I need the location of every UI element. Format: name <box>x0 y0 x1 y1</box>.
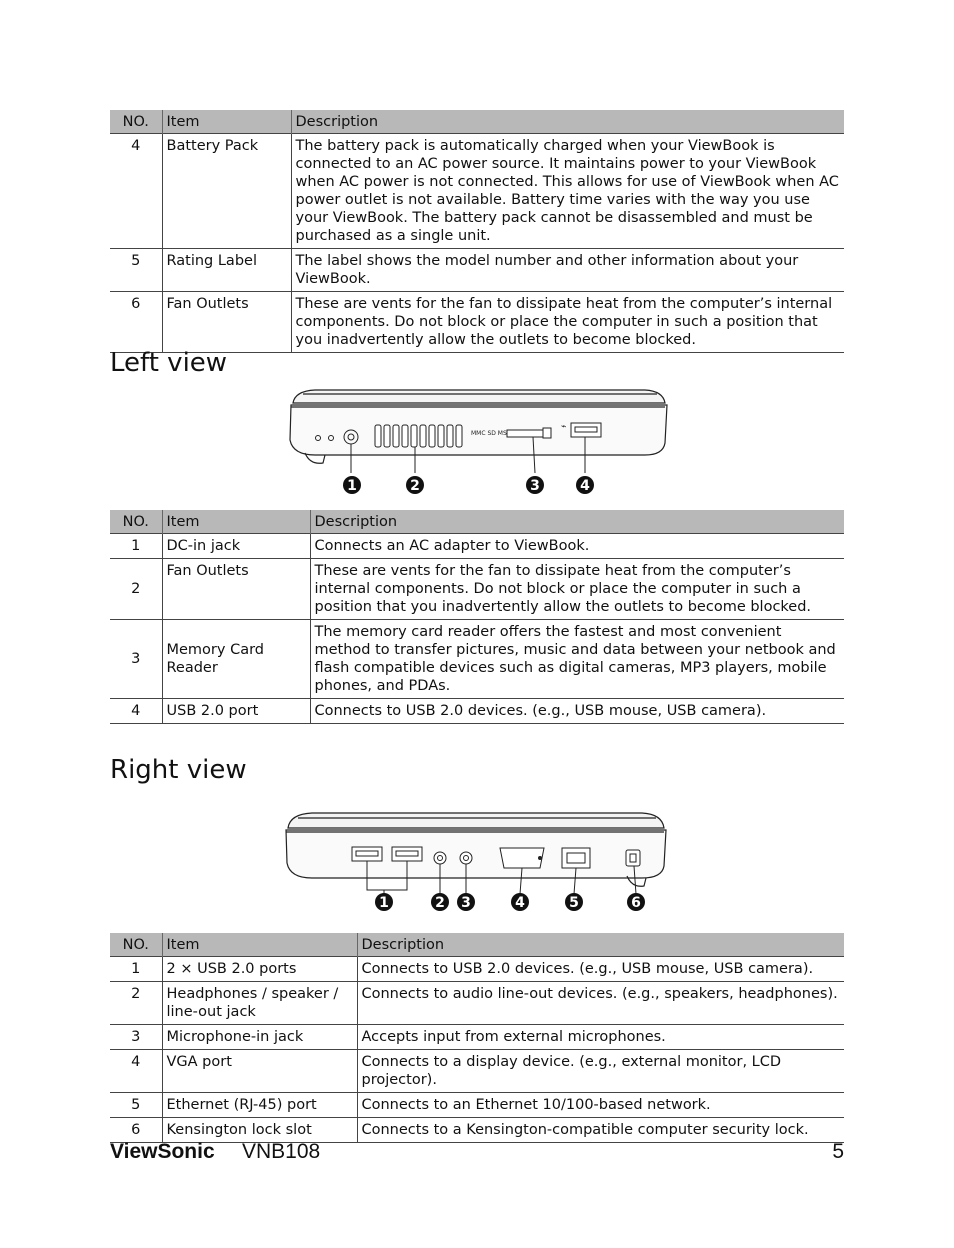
row-no: 4 <box>110 134 162 249</box>
table-row <box>110 1050 844 1093</box>
footer-model: VNB108 <box>242 1140 321 1163</box>
table-row <box>110 982 844 1025</box>
header-no: NO. <box>110 110 162 134</box>
row-no: 6 <box>110 292 162 353</box>
row-no: 5 <box>110 1093 162 1118</box>
callout-2-icon <box>431 893 449 911</box>
table-row <box>110 134 844 249</box>
row-description: The battery pack is automatically charged when your ViewBook is connected to an AC power source. It maintains power to your ViewBook when AC power is not connected. This allows for use of ViewBook when AC power outlet is not available. Battery time varies with the way you use your ViewBook. The battery pack cannot be disassembled and must be purchased as a single unit. <box>291 134 844 249</box>
callout-4-icon <box>511 893 529 911</box>
svg-text:2: 2 <box>435 895 445 911</box>
table-row <box>110 1118 844 1143</box>
row-item: Headphones / speaker / line-out jack <box>162 982 357 1025</box>
table-header-row <box>110 110 844 134</box>
header-no: NO. <box>110 510 162 534</box>
row-item: DC-in jack <box>162 534 310 559</box>
kensington-lock-icon <box>626 850 640 866</box>
row-no: 1 <box>110 534 162 559</box>
card-slot-label: MMC SD MS <box>471 430 507 437</box>
svg-text:⌁: ⌁ <box>561 422 567 432</box>
svg-text:4: 4 <box>580 478 590 494</box>
right-view-illustration <box>282 808 672 916</box>
callout-6-icon <box>627 893 645 911</box>
row-no: 2 <box>110 982 162 1025</box>
svg-text:4: 4 <box>515 895 525 911</box>
row-description: The label shows the model number and other information about your ViewBook. <box>291 249 844 292</box>
vga-port-icon <box>500 848 544 868</box>
row-description: The memory card reader offers the fastest and most convenient method to transfer pictures, music and data between your netbook and flash compatible devices such as digital cameras, MP3 players, mobile phones, and PDAs. <box>310 620 844 699</box>
table-row <box>110 1025 844 1050</box>
callout-2-icon <box>406 476 424 494</box>
callout-3-icon <box>526 476 544 494</box>
header-description: Description <box>310 510 844 534</box>
row-item: Fan Outlets <box>162 559 310 620</box>
row-no: 2 <box>110 559 162 620</box>
svg-text:3: 3 <box>461 895 471 911</box>
table-row <box>110 534 844 559</box>
callout-4-icon <box>576 476 594 494</box>
ethernet-port-icon <box>562 848 590 868</box>
table-row <box>110 620 844 699</box>
row-no: 5 <box>110 249 162 292</box>
header-description: Description <box>357 933 844 957</box>
table-row <box>110 1093 844 1118</box>
row-no: 1 <box>110 957 162 982</box>
row-item: Memory Card Reader <box>162 620 310 699</box>
svg-text:5: 5 <box>569 895 579 911</box>
header-item: Item <box>162 510 310 534</box>
row-description: Accepts input from external microphones. <box>357 1025 844 1050</box>
page-number: 5 <box>832 1140 844 1163</box>
footer-brand: ViewSonic <box>110 1140 215 1163</box>
row-no: 4 <box>110 699 162 724</box>
callout-5-icon <box>565 893 583 911</box>
header-item: Item <box>162 933 357 957</box>
row-item: VGA port <box>162 1050 357 1093</box>
table-row <box>110 957 844 982</box>
table-row <box>110 559 844 620</box>
table-left-view <box>110 510 844 724</box>
svg-text:1: 1 <box>379 895 389 911</box>
laptop-right-side-body <box>286 813 666 886</box>
memory-card-slot-icon <box>507 428 551 438</box>
row-description: Connects to an Ethernet 10/100-based network. <box>357 1093 844 1118</box>
svg-text:1: 1 <box>347 478 357 494</box>
table-header-row <box>110 510 844 534</box>
row-item: Microphone-in jack <box>162 1025 357 1050</box>
row-description: Connects to USB 2.0 devices. (e.g., USB mouse, USB camera). <box>357 957 844 982</box>
table-right-view <box>110 933 844 1143</box>
callout-1-icon <box>343 476 361 494</box>
row-no: 6 <box>110 1118 162 1143</box>
callout-3-icon <box>457 893 475 911</box>
row-description: Connects to a display device. (e.g., external monitor, LCD projector). <box>357 1050 844 1093</box>
row-item: 2 × USB 2.0 ports <box>162 957 357 982</box>
row-item: Kensington lock slot <box>162 1118 357 1143</box>
table-row <box>110 292 844 353</box>
row-no: 3 <box>110 620 162 699</box>
table-header-row <box>110 933 844 957</box>
row-description: Connects to USB 2.0 devices. (e.g., USB mouse, USB camera). <box>310 699 844 724</box>
right-view-heading: Right view <box>110 755 247 785</box>
table-row <box>110 699 844 724</box>
row-item: Battery Pack <box>162 134 291 249</box>
row-no: 4 <box>110 1050 162 1093</box>
svg-text:2: 2 <box>410 478 420 494</box>
header-description: Description <box>291 110 844 134</box>
header-no: NO. <box>110 933 162 957</box>
row-item: Ethernet (RJ-45) port <box>162 1093 357 1118</box>
row-description: Connects an AC adapter to ViewBook. <box>310 534 844 559</box>
row-description: Connects to a Kensington-compatible computer security lock. <box>357 1118 844 1143</box>
header-item: Item <box>162 110 291 134</box>
row-item: USB 2.0 port <box>162 699 310 724</box>
svg-text:6: 6 <box>631 895 641 911</box>
row-description: These are vents for the fan to dissipate heat from the computer’s internal components. Do not block or place the computer in such a position that you inadvertently allow the outlets to become blocked. <box>310 559 844 620</box>
table-row <box>110 249 844 292</box>
row-item: Rating Label <box>162 249 291 292</box>
left-view-illustration <box>285 385 670 500</box>
row-no: 3 <box>110 1025 162 1050</box>
callout-1-icon <box>375 893 393 911</box>
row-description: These are vents for the fan to dissipate heat from the computer’s internal components. Do not block or place the computer in such a position that you inadvertently allow the outlets to become blocked. <box>291 292 844 353</box>
laptop-left-side-body <box>290 390 667 463</box>
table-top-components <box>110 110 844 353</box>
svg-text:3: 3 <box>530 478 540 494</box>
row-description: Connects to audio line-out devices. (e.g., speakers, headphones). <box>357 982 844 1025</box>
left-view-heading: Left view <box>110 348 228 378</box>
row-item: Fan Outlets <box>162 292 291 353</box>
